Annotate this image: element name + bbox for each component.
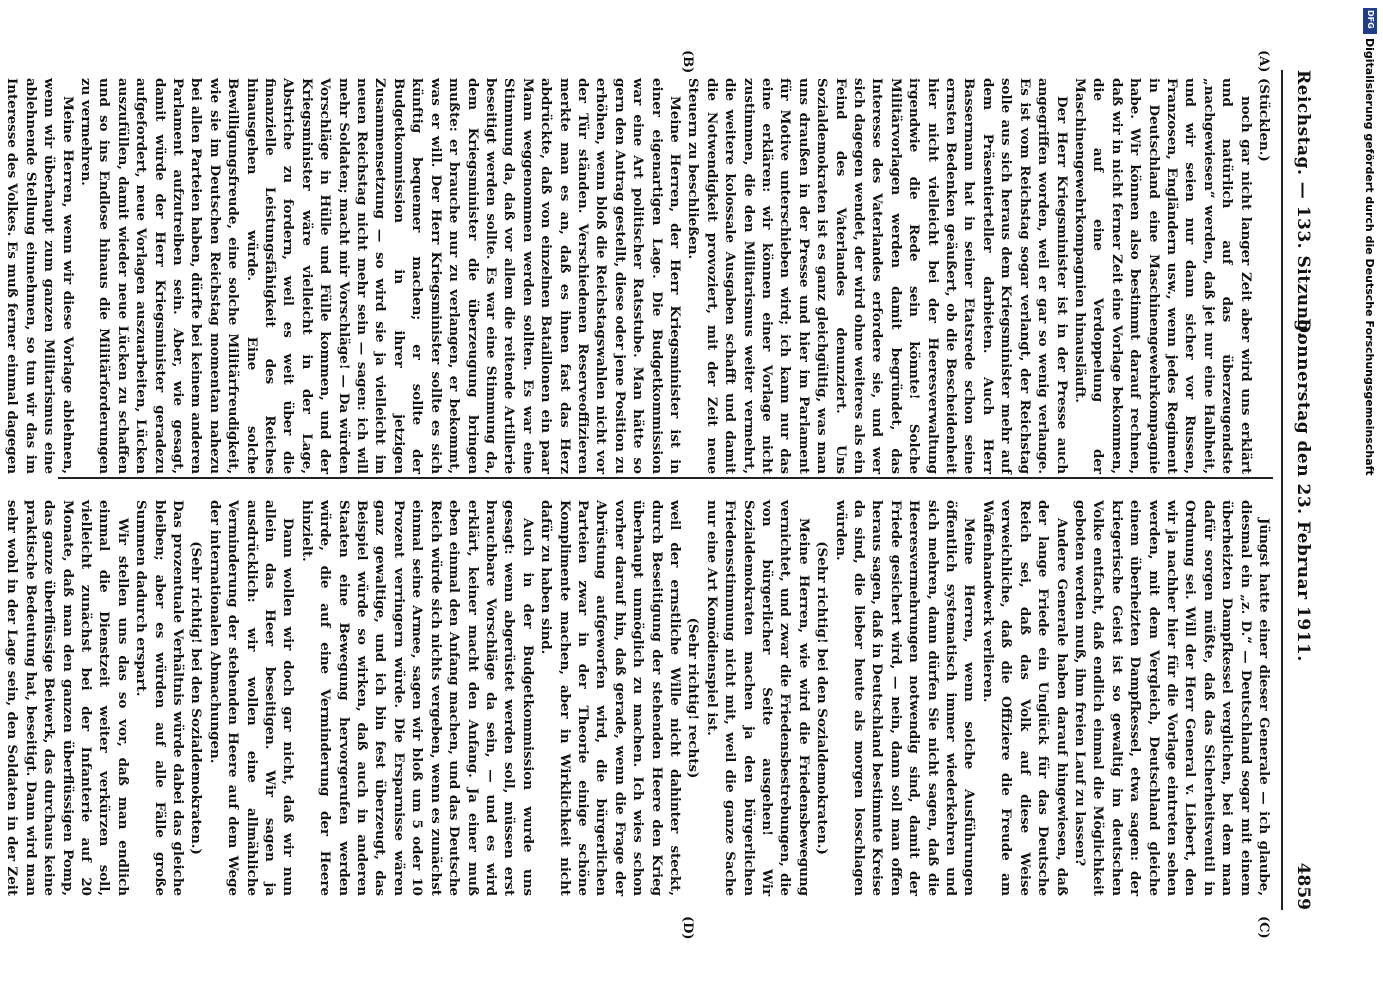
paragraph: noch gar nicht langer Zeit aber wird uns erklärt und natürlich auf das überzeugendste „nachgewiesen“ werden, daß jet nur eine Halbheit, und wir seien nur dann sicher vor Russen, Franzosen, Engländern usw., wenn jedes Regiment in Deutschland eine Maschinengewehrkompagnie habe. Wir können also bestimmt darauf rechnen, daß wir in nicht ferner Zeit eine Vorlage bekommen, die auf eine Verdoppelung der Maschinengewehrkompagnien hinausläuft. — [1071, 78, 1254, 474]
dfg-logo-text: DFG — [1366, 10, 1375, 29]
speaker-note: (Stücklen.) — [1256, 78, 1272, 162]
credit-text: Digitalisierung gefördert durch die Deutsche Forschungsgemeinschaft — [1363, 38, 1376, 476]
margin-marker-c: (C) — [1256, 916, 1271, 939]
header-date: Donnerstag den 23. Februar 1911. — [1293, 318, 1313, 662]
paragraph: Auch in der Budgetkommission wurde uns gesagt: wenn abgerüstet werden soll, müssen erst brauchbare Vorschläge da sein, — und es wird erklärt, keiner macht den Anfang. Ja einer muß eben einmal den Anfang machen, und das Deutsche Reich würde sich nichts vergeben, wenn es zunächst einmal seine Armee, sagen wir bloß um 5 oder 10 Prozent verringern würde. Die Ersparnisse wären ganz gewaltige, und ich bin fest überzeugt, das Beispiel würde so wirken, daß auch in anderen Staaten eine Bewegung hervorgerufen werden würde, die auf eine Verminderung der Heere hinzielt. — [298, 500, 536, 896]
margin-marker-d: (D) — [680, 916, 695, 940]
margin-marker-b: (B) — [680, 50, 695, 74]
paragraph: Wir stellen uns das so vor, daß man endlich einmal die Dienstzeit weiter verkürzen soll, vielleicht zunächst bei der Infanterie auf 20 Monate, daß man den ganzen überflüssigen Pomp, das ganze überflüssige Beiwerk, das durchaus keine praktische Bedeutung hat, beseitigt. Dann wird man sehr wohl in der Lage sein, den Soldaten in der Zeit — [4, 500, 131, 896]
paragraph: Meine Herren, der Herr Kriegsminister ist in einer eigenartigen Lage. Die Budgetkommission war eine Art politischer Ratsstube. Man hätte so gern den Antrag gestellt, diese oder jene Position zu erhöhen, wenn bloß die Reichstagswahlen nicht vor der Tür ständen. Verschiedenen Reserveoffizieren merkte man es an, daß es ihnen fast das Herz abdrückte, daß von einzelnen Bataillonen ein paar Mann weggenommen werden sollten. Es war eine Stimmung da, daß vor allem die reitende Artillerie beseitigt werden sollte. Es war eine Stimmung da, dem Kriegsminister die überzeugung bringen mußte: er brauche nur zu verlangen, er bekommt, was er will. Der Herr Kriegsminister sollte es sich künftig bequemer machen; er sollte der Budgetkommission in ihrer jetzigen Zusammensetzung — so wird sie ja vielleicht im neuen Reichstag nicht mehr sein — sagen: ich will mehr Soldaten; macht mir Vorschläge! — Da würden Vorschläge in Hülle und Fülle kommen, und der Kriegsminister wäre vielleicht in der Lage, Abstriche zu fordern, weil es weit über die finanzielle Leistungsfähigkeit des Reiches hinausgehen würde. Eine solche Bewilligungsfreude, eine solche Militärfreudigkeit, wie sie im Deutschen Reichstag momentan nahezu bei allen Parteien haben, dürfte bei keinem anderen Parlament aufzutreiben sein. Aber, wie gesagt, damit würde der Herr Kriegsminister geradezu aufgefordert, neue Vorlagen auszuarbeiten, Lücken auszufüllen, damit wieder neue Lücken zu schaffen und so ins Endlose hinaus die Militärforderungen zu vermehren. — [78, 78, 683, 474]
paragraph: Meine Herren, wenn wir diese Vorlage ablehnen, wenn wir überhaupt zum ganzen Militarismus eine ablehnende Stellung einnehmen, so tun wir das im Interesse des Volkes. Es muß ferner einmal dagegen — [4, 78, 76, 474]
header-rule — [1281, 70, 1283, 910]
interjection: (Sehr richtig! bei den Sozialdemokraten.) — [814, 541, 831, 855]
text-column-left — [4, 78, 1273, 474]
paragraph: Das prozentuale Verhältnis würde dabei das gleiche bleiben; aber es würden auf alle Fälle große Summen dadurch erspart. — [133, 500, 187, 896]
paragraph: Jüngst hatte einer dieser Generale — ich glaube, diesmal ein „z. D.“ — Deutschland sogar mit einem überheizten Dampfkessel verglichen, bei dem man dafür sorgen müßte, daß das Sicherheitsventil in Ordnung sei. Will der Herr General v. Liebert, den wir ja nachher hier für die Vorlage eintreten sehen werden, mit dem Vergleich, Deutschland gleiche einem überheizten Dampfkessel, etwa sagen: der kriegerische Geist ist so gewaltig im deutschen Volke entfacht, daß endlich einmal die Möglichkeit geboten werden muß, ihm freien Lauf zu lassen? — [1071, 500, 1272, 896]
paragraph: Dann wollen wir doch gar nicht, daß wir nun allein das Heer beseitigen. Wir sagen ja ausdrücklich: wir wollen eine allmähliche Verminderung der stehenden Heere auf dem Wege der internationalen Abmachungen. — [206, 500, 297, 896]
page-header — [1287, 70, 1313, 910]
paragraph: Meine Herren, wie wird die Friedensbewegung vernichtet, und zwar die Friedensbestrebungen, die von bürgerlicher Seite ausgehen! Wir Sozialdemokraten machen ja den bürgerlichen Friedensstimmung nicht mit, weil die ganze Sache nur eine Art Komödienspiel ist. — [703, 500, 812, 896]
interjection: (Sehr richtig! bei den Sozialdemokraten.) — [188, 541, 205, 855]
digitization-credit — [1360, 8, 1380, 768]
margin-marker-a: (A) — [1256, 50, 1271, 73]
paragraph: Der Herr Kriegsminister ist in der Presse auch angegriffen worden, weil er gar so wenig verlange. Es ist vom Reichstag sogar verlangt, der Reichstag solle aus sich heraus dem Kriegsminister mehr auf dem Präsentierteller darbieten. Auch Herr Bassermann hat in seiner Etatsrede schon seine ernsten Bedenken geäußert, ob die Bescheidenheit hier nicht vielleicht bei der Heeresverwaltung irgendwie die Rede sein könnte! Solche Militärvorlagen werden damit begründet, das Interesse des Vaterlandes erfordere sie, und wer sich dagegen wendet, der wird ohne weiteres als ein Feind des Vaterlandes denunziert. Uns Sozialdemokraten ist es ganz gleichgültig, was man uns draußen in der Presse und hier im Parlament für Motive unterschieben wird; ich kann nur das eine erklären: wir können einer Vorlage nicht zustimmen, die den Militarismus weiter vermehrt, die weitere kolossale Ausgaben schafft und damit die Notwendigkeit provoziert, mit der Zeit neue Steuern zu beschließen. — [685, 78, 1070, 474]
paragraph: weil der ernstliche Wille nicht dahinter steckt, durch Beseitigung der stehenden Heere den Krieg überhaupt unmöglich zu machen. Ich wies schon vorher darauf hin, daß gerade, wenn die Frage der Abrüstung aufgeworfen wird, die bürgerlichen Parteien zwar in der Theorie einige schöne Komplimente machen, aber in Wirklichkeit nicht dafür zu haben sind. — [538, 500, 683, 896]
column-divider — [58, 477, 1273, 479]
interjection: (Sehr richtig! rechts) — [685, 617, 702, 779]
paragraph: Andere Generale haben darauf hingewiesen, daß der lange Friede ein Unglück für das Deutsche Reich sei, daß das Volk auf diese Weise verweichliche, daß die Offiziere die Freude am Waffenhandwerk verlieren. — [979, 500, 1070, 896]
paragraph: Meine Herren, wenn solche Ausführungen öffentlich systematisch immer wiederkehren und sich mehren, dann dürfen Sie nicht sagen, daß die Heeresvermehrungen notwendig sind, damit der Friede gesichert wird, — nein, dann soll man offen heraus sagen, daß in Deutschland bestimmte Kreise da sind, die lieber heute als morgen losschlagen würden. — [832, 500, 978, 896]
page-number: 4859 — [1293, 862, 1313, 910]
text-column-right — [4, 500, 1273, 896]
header-left: Reichstag. — 133. Sitzung. — [1293, 70, 1313, 339]
newspaper-page — [4, 40, 1335, 940]
